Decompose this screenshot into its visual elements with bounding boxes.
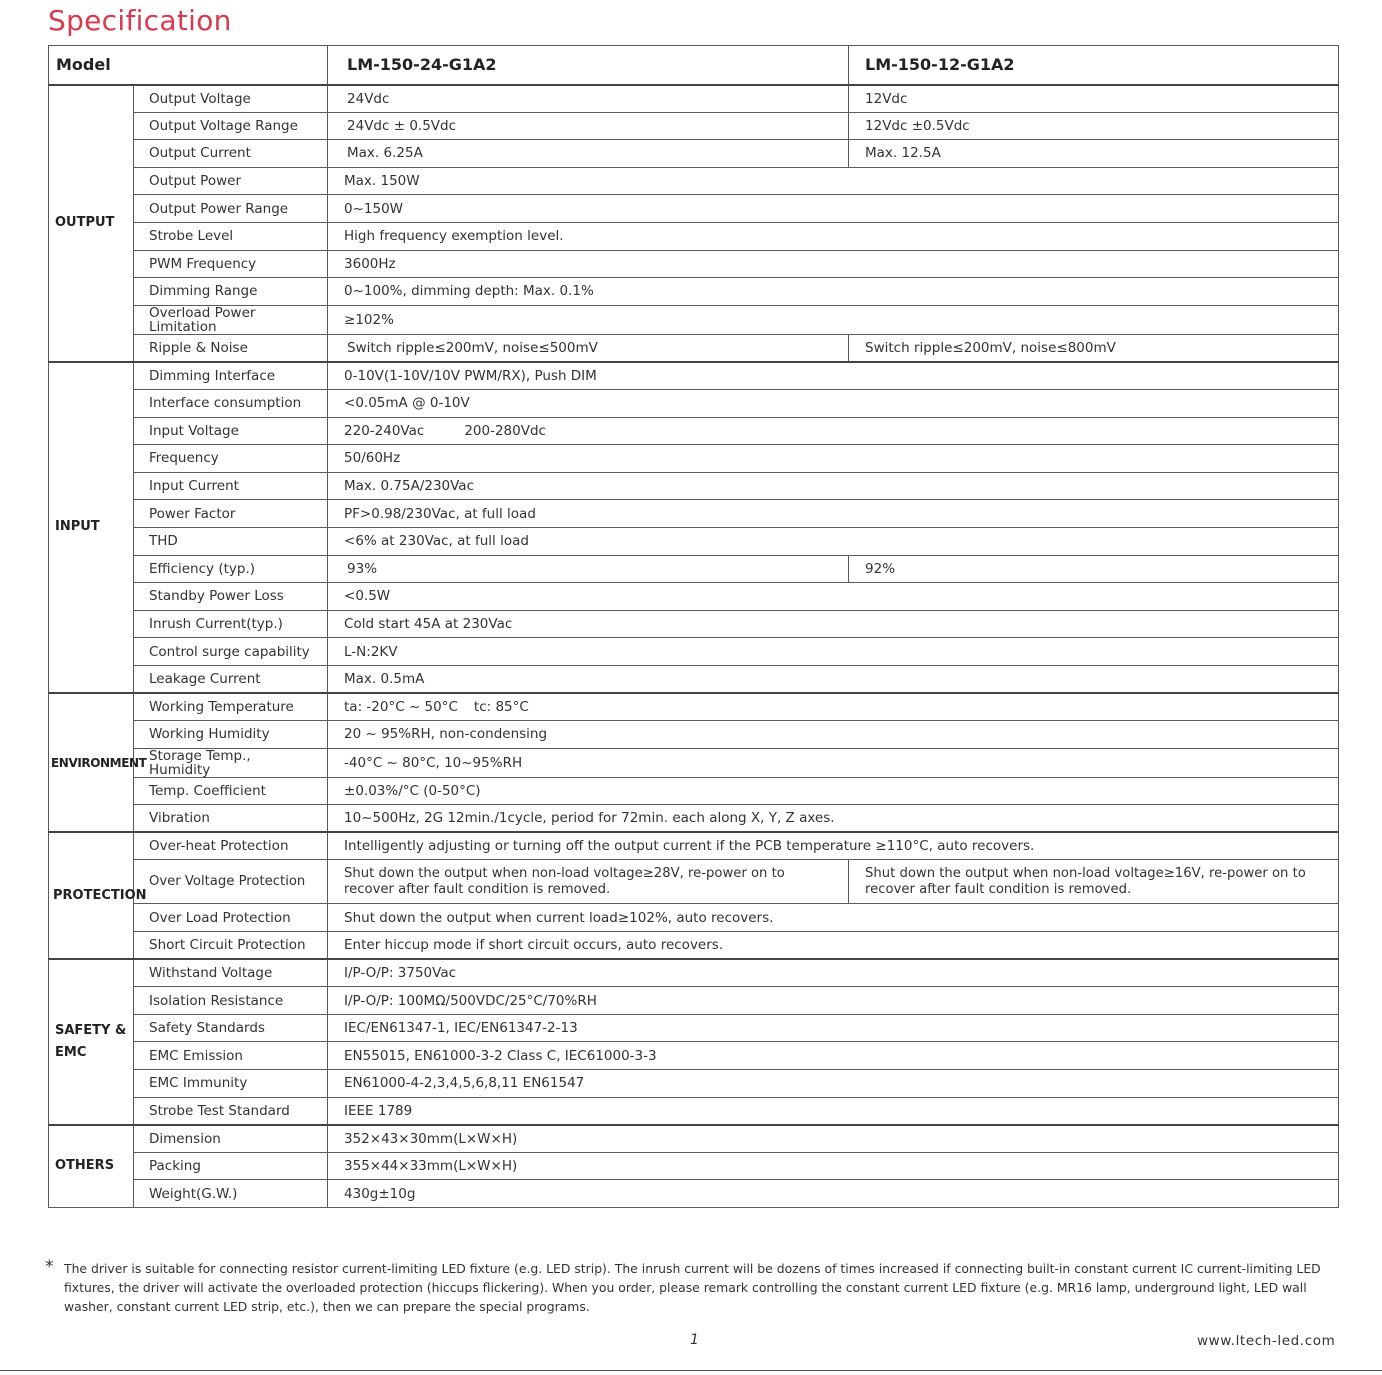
table-row (49, 362, 1339, 390)
value: Intelligently adjusting or turning off the output current if the PCB temperature ≥110°C, auto recovers. (328, 832, 1339, 860)
param-label: EMC Emission (134, 1042, 328, 1070)
specification-table (48, 45, 1339, 1208)
table-row (49, 777, 1339, 805)
value: 10~500Hz, 2G 12min./1cycle, period for 72min. each along X, Y, Z axes. (328, 805, 1339, 833)
table-row (49, 195, 1339, 223)
value: L-N:2KV (328, 638, 1339, 666)
table-row (49, 305, 1339, 334)
param-label: Safety Standards (134, 1014, 328, 1042)
table-header-row (49, 46, 1339, 85)
value-a: 93% (328, 555, 849, 583)
table-row (49, 472, 1339, 500)
param-label: Dimming Range (134, 278, 328, 306)
value: Max. 150W (328, 167, 1339, 195)
value: 3600Hz (328, 250, 1339, 278)
param-label: Input Voltage (134, 417, 328, 445)
param-label: Output Power Range (134, 195, 328, 223)
table-row (49, 278, 1339, 306)
website-link[interactable]: www.ltech-led.com (1197, 1333, 1336, 1349)
page-number: 1 (690, 1332, 699, 1348)
param-label: Efficiency (typ.) (134, 555, 328, 583)
input-voltage-dc: 200-280Vdc (464, 422, 546, 439)
value: 0-10V(1-10V/10V PWM/RX), Push DIM (328, 362, 1339, 390)
param-label: Working Temperature (134, 693, 328, 721)
table-row (49, 932, 1339, 960)
group-input: INPUT (49, 362, 134, 693)
value: <0.05mA @ 0-10V (328, 389, 1339, 417)
model-a-header: LM-150-24-G1A2 (328, 46, 849, 85)
value: I/P-O/P: 3750Vac (328, 959, 1339, 987)
group-protection: PROTECTION (49, 832, 134, 959)
param-label: Storage Temp., Humidity (134, 748, 328, 777)
value: 20 ~ 95%RH, non-condensing (328, 721, 1339, 749)
page-title: Specification (48, 4, 232, 37)
value: High frequency exemption level. (328, 222, 1339, 250)
table-row (49, 748, 1339, 777)
table-row (49, 1042, 1339, 1070)
asterisk-icon: * (45, 1257, 54, 1277)
value-b: 12Vdc ±0.5Vdc (849, 112, 1339, 140)
param-label: Interface consumption (134, 389, 328, 417)
group-safety-emc (49, 959, 134, 1125)
value-a: Max. 6.25A (328, 140, 849, 168)
value: ≥102% (328, 305, 1339, 334)
value: 0~100%, dimming depth: Max. 0.1% (328, 278, 1339, 306)
param-label: Control surge capability (134, 638, 328, 666)
table-row (49, 721, 1339, 749)
table-row (49, 665, 1339, 693)
table-row (49, 987, 1339, 1015)
param-label: Ripple & Noise (134, 334, 328, 362)
table-row (49, 1014, 1339, 1042)
value-b: 92% (849, 555, 1339, 583)
group-safety-line1: SAFETY & (55, 1022, 127, 1038)
value-a: Shut down the output when non-load voltage≥28V, re-power on to recover after fault condition is removed. (328, 860, 849, 904)
value: EN61000-4-2,3,4,5,6,8,11 EN61547 (328, 1070, 1339, 1098)
param-label: Dimming Interface (134, 362, 328, 390)
value-b: Shut down the output when non-load voltage≥16V, re-power on to recover after fault condition is removed. (849, 860, 1339, 904)
table-row (49, 334, 1339, 362)
param-label: Output Voltage (134, 85, 328, 113)
value: PF>0.98/230Vac, at full load (328, 500, 1339, 528)
value: I/P-O/P: 100MΩ/500VDC/25°C/70%RH (328, 987, 1339, 1015)
param-label: Over Voltage Protection (134, 860, 328, 904)
table-row (49, 389, 1339, 417)
group-environment: ENVIRONMENT (49, 693, 134, 832)
value: 0~150W (328, 195, 1339, 223)
value-b: Max. 12.5A (849, 140, 1339, 168)
table-row (49, 610, 1339, 638)
value: Max. 0.75A/230Vac (328, 472, 1339, 500)
param-label: Over Load Protection (134, 904, 328, 932)
param-label: Weight(G.W.) (134, 1180, 328, 1208)
table-row (49, 904, 1339, 932)
value-a: 24Vdc (328, 85, 849, 113)
value: EN55015, EN61000-3-2 Class C, IEC61000-3-3 (328, 1042, 1339, 1070)
value-a: Switch ripple≤200mV, noise≤500mV (328, 334, 849, 362)
table-row (49, 85, 1339, 113)
table-row (49, 860, 1339, 904)
param-label: Isolation Resistance (134, 987, 328, 1015)
value: 430g±10g (328, 1180, 1339, 1208)
table-row (49, 555, 1339, 583)
table-row (49, 112, 1339, 140)
working-temp-ambient: ta: -20°C ~ 50°C (344, 699, 458, 716)
param-label: Short Circuit Protection (134, 932, 328, 960)
group-output: OUTPUT (49, 85, 134, 362)
value: IEEE 1789 (328, 1097, 1339, 1125)
table-row (49, 693, 1339, 721)
table-row (49, 140, 1339, 168)
working-temp-case: tc: 85°C (473, 699, 529, 716)
value: 50/60Hz (328, 445, 1339, 473)
param-label: THD (134, 527, 328, 555)
value: Enter hiccup mode if short circuit occurs, auto recovers. (328, 932, 1339, 960)
table-row (49, 638, 1339, 666)
table-row (49, 417, 1339, 445)
value: <0.5W (328, 583, 1339, 611)
table-row (49, 583, 1339, 611)
value: 355×44×33mm(L×W×H) (328, 1152, 1339, 1180)
footnote (45, 1259, 1340, 1316)
param-label: Output Voltage Range (134, 112, 328, 140)
param-label: Frequency (134, 445, 328, 473)
param-label: Over-heat Protection (134, 832, 328, 860)
table-row (49, 167, 1339, 195)
value: Shut down the output when current load≥102%, auto recovers. (328, 904, 1339, 932)
footer-divider (0, 1370, 1382, 1371)
table-row (49, 832, 1339, 860)
model-b-header: LM-150-12-G1A2 (849, 46, 1339, 85)
value: -40°C ~ 80°C, 10~95%RH (328, 748, 1339, 777)
param-label: PWM Frequency (134, 250, 328, 278)
table-row (49, 1152, 1339, 1180)
param-label: Overload Power Limitation (134, 305, 328, 334)
input-voltage-ac: 220-240Vac (344, 422, 425, 439)
table-row (49, 250, 1339, 278)
value: Cold start 45A at 230Vac (328, 610, 1339, 638)
table-row (49, 959, 1339, 987)
table-row (49, 805, 1339, 833)
param-label: Standby Power Loss (134, 583, 328, 611)
param-label: Inrush Current(typ.) (134, 610, 328, 638)
param-label: Vibration (134, 805, 328, 833)
param-label: Leakage Current (134, 665, 328, 693)
table-row (49, 500, 1339, 528)
value-b: Switch ripple≤200mV, noise≤800mV (849, 334, 1339, 362)
value (328, 693, 1339, 721)
value: Max. 0.5mA (328, 665, 1339, 693)
value: ±0.03%/°C (0-50°C) (328, 777, 1339, 805)
param-label: Strobe Level (134, 222, 328, 250)
table-row (49, 445, 1339, 473)
param-label: Strobe Test Standard (134, 1097, 328, 1125)
model-label: Model (49, 46, 328, 85)
value (328, 417, 1339, 445)
table-row (49, 222, 1339, 250)
table-row (49, 1125, 1339, 1153)
group-safety-line2: EMC (55, 1044, 87, 1060)
param-label: Output Power (134, 167, 328, 195)
value: IEC/EN61347-1, IEC/EN61347-2-13 (328, 1014, 1339, 1042)
param-label: Dimension (134, 1125, 328, 1153)
param-label: Temp. Coefficient (134, 777, 328, 805)
param-label: Input Current (134, 472, 328, 500)
table-row (49, 1097, 1339, 1125)
value-a: 24Vdc ± 0.5Vdc (328, 112, 849, 140)
param-label: EMC Immunity (134, 1070, 328, 1098)
value: 352×43×30mm(L×W×H) (328, 1125, 1339, 1153)
param-label: Output Current (134, 140, 328, 168)
value: <6% at 230Vac, at full load (328, 527, 1339, 555)
param-label: Packing (134, 1152, 328, 1180)
footnote-text: The driver is suitable for connecting resistor current-limiting LED fixture (e.g. LED strip). The inrush current will be dozens of times increased if connecting built-in constant current IC current-limiting LED fixtures, the driver will activate the overloaded protection (hiccups flickering). When you order, please remark controlling the constant current LED fixture (e.g. MR16 lamp, underground light, LED wall washer, constant current LED strip, etc.), then we can prepare the special programs. (64, 1261, 1321, 1314)
table-row (49, 527, 1339, 555)
value-b: 12Vdc (849, 85, 1339, 113)
group-others: OTHERS (49, 1125, 134, 1208)
param-label: Working Humidity (134, 721, 328, 749)
param-label: Withstand Voltage (134, 959, 328, 987)
table-row (49, 1180, 1339, 1208)
table-row (49, 1070, 1339, 1098)
param-label: Power Factor (134, 500, 328, 528)
